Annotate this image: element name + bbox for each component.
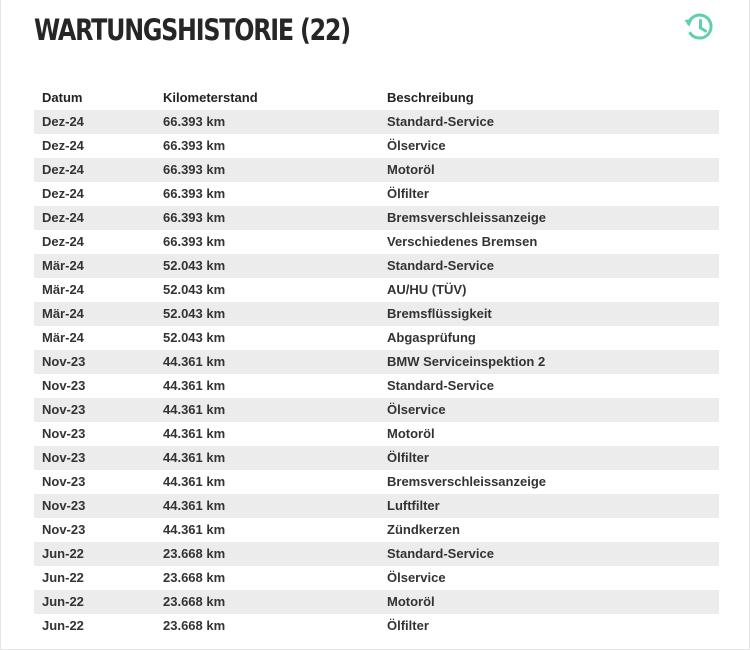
cell-mileage: 44.361 km <box>163 450 226 465</box>
cell-mileage: 44.361 km <box>163 474 226 489</box>
cell-description: Ölservice <box>387 138 446 153</box>
cell-mileage: 23.668 km <box>163 570 226 585</box>
table-header-row <box>34 86 719 110</box>
cell-mileage: 23.668 km <box>163 594 226 609</box>
cell-description: Ölservice <box>387 570 446 585</box>
table-row <box>34 494 719 518</box>
table-row <box>34 350 719 374</box>
cell-mileage: 66.393 km <box>163 234 226 249</box>
cell-date: Jun-22 <box>42 594 84 609</box>
cell-description: Luftfilter <box>387 498 440 513</box>
table-row <box>34 182 719 206</box>
cell-date: Mär-24 <box>42 282 84 297</box>
cell-date: Mär-24 <box>42 258 84 273</box>
table-row <box>34 422 719 446</box>
cell-description: Motoröl <box>387 594 435 609</box>
cell-date: Mär-24 <box>42 330 84 345</box>
cell-description: Ölfilter <box>387 186 429 201</box>
table-row <box>34 278 719 302</box>
cell-description: Abgasprüfung <box>387 330 476 345</box>
cell-date: Nov-23 <box>42 402 86 417</box>
cell-mileage: 44.361 km <box>163 354 226 369</box>
cell-mileage: 44.361 km <box>163 426 226 441</box>
cell-mileage: 44.361 km <box>163 522 226 537</box>
cell-mileage: 66.393 km <box>163 162 226 177</box>
cell-description: Bremsflüssigkeit <box>387 306 492 321</box>
table-row <box>34 326 719 350</box>
column-header-mileage: Kilometerstand <box>163 90 258 105</box>
cell-mileage: 23.668 km <box>163 546 226 561</box>
cell-mileage: 52.043 km <box>163 306 226 321</box>
cell-description: Standard-Service <box>387 114 494 129</box>
cell-date: Dez-24 <box>42 210 84 225</box>
cell-mileage: 44.361 km <box>163 498 226 513</box>
cell-date: Nov-23 <box>42 474 86 489</box>
cell-date: Dez-24 <box>42 186 84 201</box>
table-body <box>34 110 719 638</box>
cell-description: Motoröl <box>387 162 435 177</box>
cell-mileage: 23.668 km <box>163 618 226 633</box>
cell-description: Zündkerzen <box>387 522 460 537</box>
cell-description: Ölfilter <box>387 450 429 465</box>
cell-mileage: 66.393 km <box>163 138 226 153</box>
table-row <box>34 158 719 182</box>
cell-date: Dez-24 <box>42 114 84 129</box>
cell-mileage: 52.043 km <box>163 282 226 297</box>
table-row <box>34 590 719 614</box>
cell-mileage: 52.043 km <box>163 330 226 345</box>
cell-date: Nov-23 <box>42 498 86 513</box>
cell-date: Jun-22 <box>42 570 84 585</box>
table-row <box>34 230 719 254</box>
cell-date: Jun-22 <box>42 618 84 633</box>
cell-date: Mär-24 <box>42 306 84 321</box>
table-row <box>34 398 719 422</box>
table-row <box>34 206 719 230</box>
cell-mileage: 52.043 km <box>163 258 226 273</box>
cell-mileage: 44.361 km <box>163 378 226 393</box>
table-row <box>34 446 719 470</box>
cell-mileage: 44.361 km <box>163 402 226 417</box>
column-header-description: Beschreibung <box>387 90 474 105</box>
cell-mileage: 66.393 km <box>163 114 226 129</box>
cell-date: Jun-22 <box>42 546 84 561</box>
cell-mileage: 66.393 km <box>163 186 226 201</box>
cell-date: Nov-23 <box>42 450 86 465</box>
page-title: WARTUNGSHISTORIE (22) <box>34 13 350 47</box>
cell-mileage: 66.393 km <box>163 210 226 225</box>
cell-description: Standard-Service <box>387 546 494 561</box>
table-row <box>34 614 719 638</box>
cell-date: Nov-23 <box>42 426 86 441</box>
table-row <box>34 374 719 398</box>
cell-description: Standard-Service <box>387 378 494 393</box>
cell-description: AU/HU (TÜV) <box>387 282 467 297</box>
table-row <box>34 134 719 158</box>
cell-date: Nov-23 <box>42 378 86 393</box>
cell-description: Bremsverschleissanzeige <box>387 474 546 489</box>
table-row <box>34 566 719 590</box>
cell-date: Dez-24 <box>42 138 84 153</box>
cell-description: Standard-Service <box>387 258 494 273</box>
table-row <box>34 302 719 326</box>
table-row <box>34 110 719 134</box>
cell-date: Dez-24 <box>42 162 84 177</box>
cell-description: Ölservice <box>387 402 446 417</box>
cell-description: Motoröl <box>387 426 435 441</box>
table-row <box>34 542 719 566</box>
cell-description: BMW Serviceinspektion 2 <box>387 354 546 369</box>
cell-date: Nov-23 <box>42 522 86 537</box>
column-header-date: Datum <box>42 90 83 105</box>
cell-date: Nov-23 <box>42 354 86 369</box>
table-row <box>34 254 719 278</box>
cell-date: Dez-24 <box>42 234 84 249</box>
cell-description: Ölfilter <box>387 618 429 633</box>
history-button[interactable] <box>681 9 717 45</box>
history-icon <box>681 9 717 45</box>
table-row <box>34 518 719 542</box>
cell-description: Verschiedenes Bremsen <box>387 234 538 249</box>
maintenance-table <box>34 86 719 638</box>
cell-description: Bremsverschleissanzeige <box>387 210 546 225</box>
table-row <box>34 470 719 494</box>
